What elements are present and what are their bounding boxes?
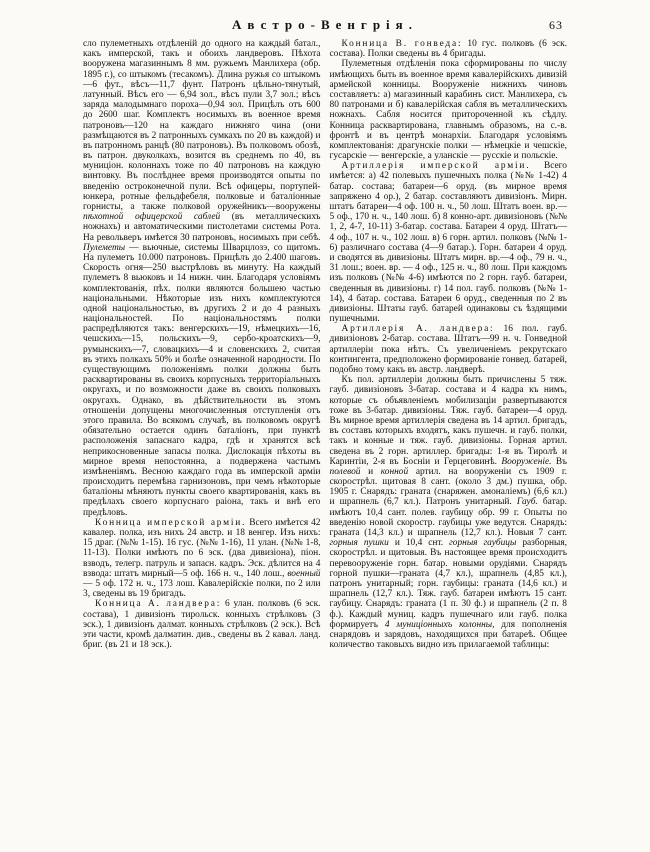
text-run: 10 гус. полковъ (6 эск. состава). Полки сведены въ 4 бригады. (329, 39, 567, 60)
text-run: Пулеметныя отдѣленія пока сформированы по числу имѣющихъ быть въ военное время кавалерійскихъ дивизій армейской конницы. Вооруженіе нижнихъ чиновъ составляетъ: а) магазинный карабинъ сист. Манлихера, съ 80 патронами и б) кавалерійская сабля въ металлическихъ ножнахъ. Сабля носится притороченной къ сѣдлу. Конница расквартирована, главнымъ образомъ, на с.-в. фронтѣ и въ центрѣ монархіи. Благодаря условіямъ комплектованія: драгунскіе полки — нѣмецкіе и чешскіе, гусарскіе — венгерскіе, а уланскіе — русскіе и польскіе. (329, 59, 567, 162)
text-run: конной (380, 466, 409, 477)
paragraph (83, 39, 321, 518)
paragraph (330, 324, 568, 375)
text-run: горныя пушки (329, 538, 389, 549)
text-run: Къ пол. артиллеріи должны быть причислены 5 тяж. гауб. дивизіоновъ 3-батар. состава и 4 кадра къ нимъ, которые съ объявленіемъ мобилизаціи развертываются тоже въ 3-батар. дивизіоны. Тяж. гауб. батареи—4 оруд. Въ мирное время артиллерія сведена въ 14 артил. бригадъ, въ составъ которыхъ входятъ, какъ пушечн. и гауб. полки, такъ и конные и тяж. гауб. дивизіоны. Горная артил. сведена въ 2 горн. артиллер. бригады: 1-я въ Тиролѣ и Каринтіи, 2-я въ Босніи и Герцеговинѣ. (329, 375, 567, 467)
section-heading: Конница имперской арміи. (95, 517, 247, 528)
text-run: и 10,4 снт. (388, 538, 450, 549)
text-run: пѣхотной офицерской саблей (83, 212, 221, 223)
page-header (83, 16, 567, 34)
page-title: Австро-Венгрія. (232, 17, 418, 32)
paragraph (330, 39, 568, 59)
text-run: батар. имѣютъ 10,4 сант. полев. гаубицу обр. 99 г. Опыты по введенію новой скоростр. гаубицы уже ведутся. Снарядъ: граната (14,3 кл.) и шрапнель (12,7 кл.). Новыя 7 сант. (329, 497, 568, 538)
text-columns (83, 39, 567, 650)
text-run: Всего имѣется: а) 42 полевыхъ пушечныхъ полка (№№ 1-42) 4 батар. состава; батареи—6 оруд. (въ мирное время запряжено 4 ор.), 2 батар. составляютъ дивизіонъ. Мирн. штатъ батареи—4 оф. 100 н. ч., 50 лош. Штатъ воен. вр.—5 оф., 170 н. ч., 140 лош. б) 8 конно-арт. дивизіоновъ (№№ 1, 2, 4-7, 10-11) 3-батар. состава. Батареи 4 оруд. Штатъ—4 оф., 107 н. ч., 102 лош. в) 6 горн. артил. полковъ (№№ 1-6) различнаго состава (4—9 батар.). Горн. батареи 4 оруд. и сводятся въ дивизіоны. Штатъ мирн. вр.—4 оф., 79 н. ч., 31 лош.; воен. вр. — 4 оф., 125 н. ч., 80 лош. При каждомъ изъ полковъ (№№ 4-6) имѣются по 2 горн. гауб. батареи, сведенныя въ дивизіоны. г) 14 пол. гауб. полковъ (№№ 1-14), 4 батар. состава. Батареи 6 оруд., сведенныя по 2 въ дивизіоны. Штаты гауб. батарей одинаковы съ ѣздящими пушечными. (329, 161, 567, 325)
right-column (330, 39, 568, 650)
section-heading: Конница В. гонведа: (341, 39, 463, 49)
page-number: 63 (549, 18, 563, 32)
text-run: 16 пол. гауб. дивизіоновъ 2-батар. состава. Штатъ—99 н. ч. Гонведной артиллеріи пока нѣтъ. Съ увеличеніемъ рекрутскаго контингента, предположено формированіе гонвед. батарей, подобно тому какъ въ австр. ландверѣ. (329, 324, 567, 375)
left-column (83, 39, 321, 650)
text-run: полевой (329, 466, 361, 477)
section-heading: Конница А. ландвера: (95, 599, 222, 610)
text-run: военный (287, 568, 321, 579)
text-run: Гауб. (516, 497, 538, 508)
text-run: Всего имѣется 42 кавалер. полка, изъ нихъ 24 австр. и 18 венгер. Изъ нихъ: 15 драг. (№№ 1-15). 16 гус. (№№ 1-16), 11 улан. (№№ 1-8, 11-13). Полки имѣютъ по 6 эск. (два дивизіона), піон. взводъ, телегр. патруль и запасн. кадръ. Эск. дѣлится на 4 взвода: штатъ мирный—5 оф. 166 н. ч., 140 лош., (83, 517, 321, 579)
text-run: артил. на вооруженіи съ 1909 г. скорострѣл. щитовая 8 сант. (около 3 дм.) пушка, обр. 1905 г. Снарядъ: граната (снаряжен. амоналіемъ) (6,6 кл.) и шрапнель (6,7 кл.). Патронъ унитарный. (329, 466, 567, 508)
text-run: 4 муниціонныхъ колонны (384, 619, 493, 630)
text-run: сло пулеметныхъ отдѣленій до одного на каждый батал., какъ имперской, такъ и обоихъ ландверовъ. Пѣхота вооружена магазиннымъ 8 мм. ружьемъ Манлихера (обр. 1895 г.), со штыкомъ (тесакомъ). Длина ружья со штыкомъ—6 фут., вѣсъ—11,7 фунт. Патронъ цѣльно-тянутый, латунный. Вѣсъ его — 6,94 зол., вѣсъ пули 3,7 зол.; вѣсъ заряда малодымнаго пороха—0,94 зол. Прицѣлъ отъ 600 до 2600 шаг. Комплектъ носимыхъ въ военное время патроновъ—120 на каждаго нижняго чина (они размѣщаются въ 2 патронныхъ сумкахъ по 20 въ каждой) и въ патронномъ ранцѣ (80 патроновъ). Въ полковомъ обозѣ, въ патрон. двуколкахъ, возится въ среднемъ по 40, въ муниціон. колоннахъ тоже по 40 патроновъ на каждую винтовку. Въ послѣднее время производятся опыты по введенію остроконечной пули. Всѣ офицеры, портупей-юнкера, ротные фельдфебеля, полковые и баталіонные горнисты, а также полковой оружейникъ—вооружены (83, 39, 321, 212)
paragraph (330, 375, 568, 650)
section-heading: Артиллерія имперской арміи. (341, 161, 531, 172)
section-heading: Артиллерія А. ландвера: (341, 324, 495, 335)
text-run: 6 улан. полковъ (6 эск. состава), 1 дивизіонъ тирольск. конныхъ стрѣлковъ (3 эск.), 1 дивизіонъ далмат. конныхъ стрѣлковъ (2 эск.). Всѣ эти части, кромѣ далматин. див., сведены въ 2 кавал. ланд. бриг. (въ 21 и 18 эск.). (83, 599, 321, 651)
text-run: Пулеметы (83, 242, 126, 253)
text-run: Вооруженіе. (501, 456, 552, 467)
text-run: — 5 оф. 172 н. ч., 173 лош. Кавалерійскіе полки, по 2 или 3, сведены въ 19 бригадъ. (83, 578, 321, 600)
text-run: , для пополненія снарядовъ и зарядовъ, находящихся при батареѣ. Общее количество таковыхъ видно изъ прилагаемой таблицы: (329, 619, 567, 651)
paragraph (330, 59, 568, 161)
text-run: горныя гаубицы (449, 538, 517, 549)
text-run: — вьючные, системы Шварцлозэ, со щитомъ. На пулеметъ 10.000 патроновъ. Прицѣлъ до 2.400 шаговъ. Скорость огня—250 выстрѣловъ въ минуту. На каждый пулеметъ 8 вьюковъ и 14 нижн. чин. Благодаря условіямъ комплектованія, пѣх. полки являются большею частью національными. Нѣкоторые изъ нихъ комплектуются одной національностью, въ другихъ 2 и до 4 разныхъ національностей. По національностямъ полки распредѣляются такъ: венгерскихъ—19, нѣмецкихъ—16, чешскихъ—15, польскихъ—9, сербо-кроатскихъ—9, румынскихъ—7, словацкихъ—4 и словенскихъ 2, считая въ этихъ полкахъ 50% и болѣе означенной народности. По существующимъ положеніямъ полки должны быть расквартированы въ своихъ корпусныхъ территоріальныхъ округахъ, и по возможности даже въ своихъ полковыхъ округахъ. Однако, въ дѣйствительности въ этомъ отношеніи допущены многочисленныя отступленія отъ этого правила. Во всякомъ случаѣ, въ полковомъ округѣ обязательно остается одинъ баталіонъ, при пунктѣ расположенія запаснаго кадра, гдѣ и хранятся всѣ неприкосновенные запасы полка. Дислокація пѣхоты въ мирное время непостоянна, а подвержена частымъ измѣненіямъ. Весною каждаго года въ имперской арміи происходитъ перемѣна гарнизоновъ, при чемъ нѣкоторые баталіоны мѣняютъ пункты своего квартированія, какъ въ предѣлахъ своего корпуснаго раіона, такъ и внѣ его предѣловъ. (83, 242, 321, 518)
text-run: Въ (551, 456, 567, 467)
text-run: (въ металлическихъ ножнахъ) и автоматическими пистолетами системы Рота. На револьверъ имѣется 30 патроновъ, носимыхъ при себѣ. (83, 212, 321, 243)
paragraph (330, 161, 568, 324)
text-run: разборныя, скорострѣл. и щитовыя. Въ настоящее время происходитъ перевооруженіе горн. батар. новыми орудіями. Снарядъ горной пушки—граната (4,7 кл.), шрапнель (4,85 кл.), патронъ унитарный; горн. гаубицы: граната (14,6 кл.) и шрапнель (12,7 кл.). Тяж. гауб. батареи имѣютъ 15 сант. гаубицу. Снарядъ: граната (1 п. 30 ф.) и шрапнель (2 п. 8 ф.). Каждый муниц. кадръ пушечнаго или гауб. полка формируетъ (329, 538, 567, 630)
paragraph (83, 599, 321, 650)
paragraph (83, 518, 321, 600)
text-run: и (360, 466, 381, 477)
